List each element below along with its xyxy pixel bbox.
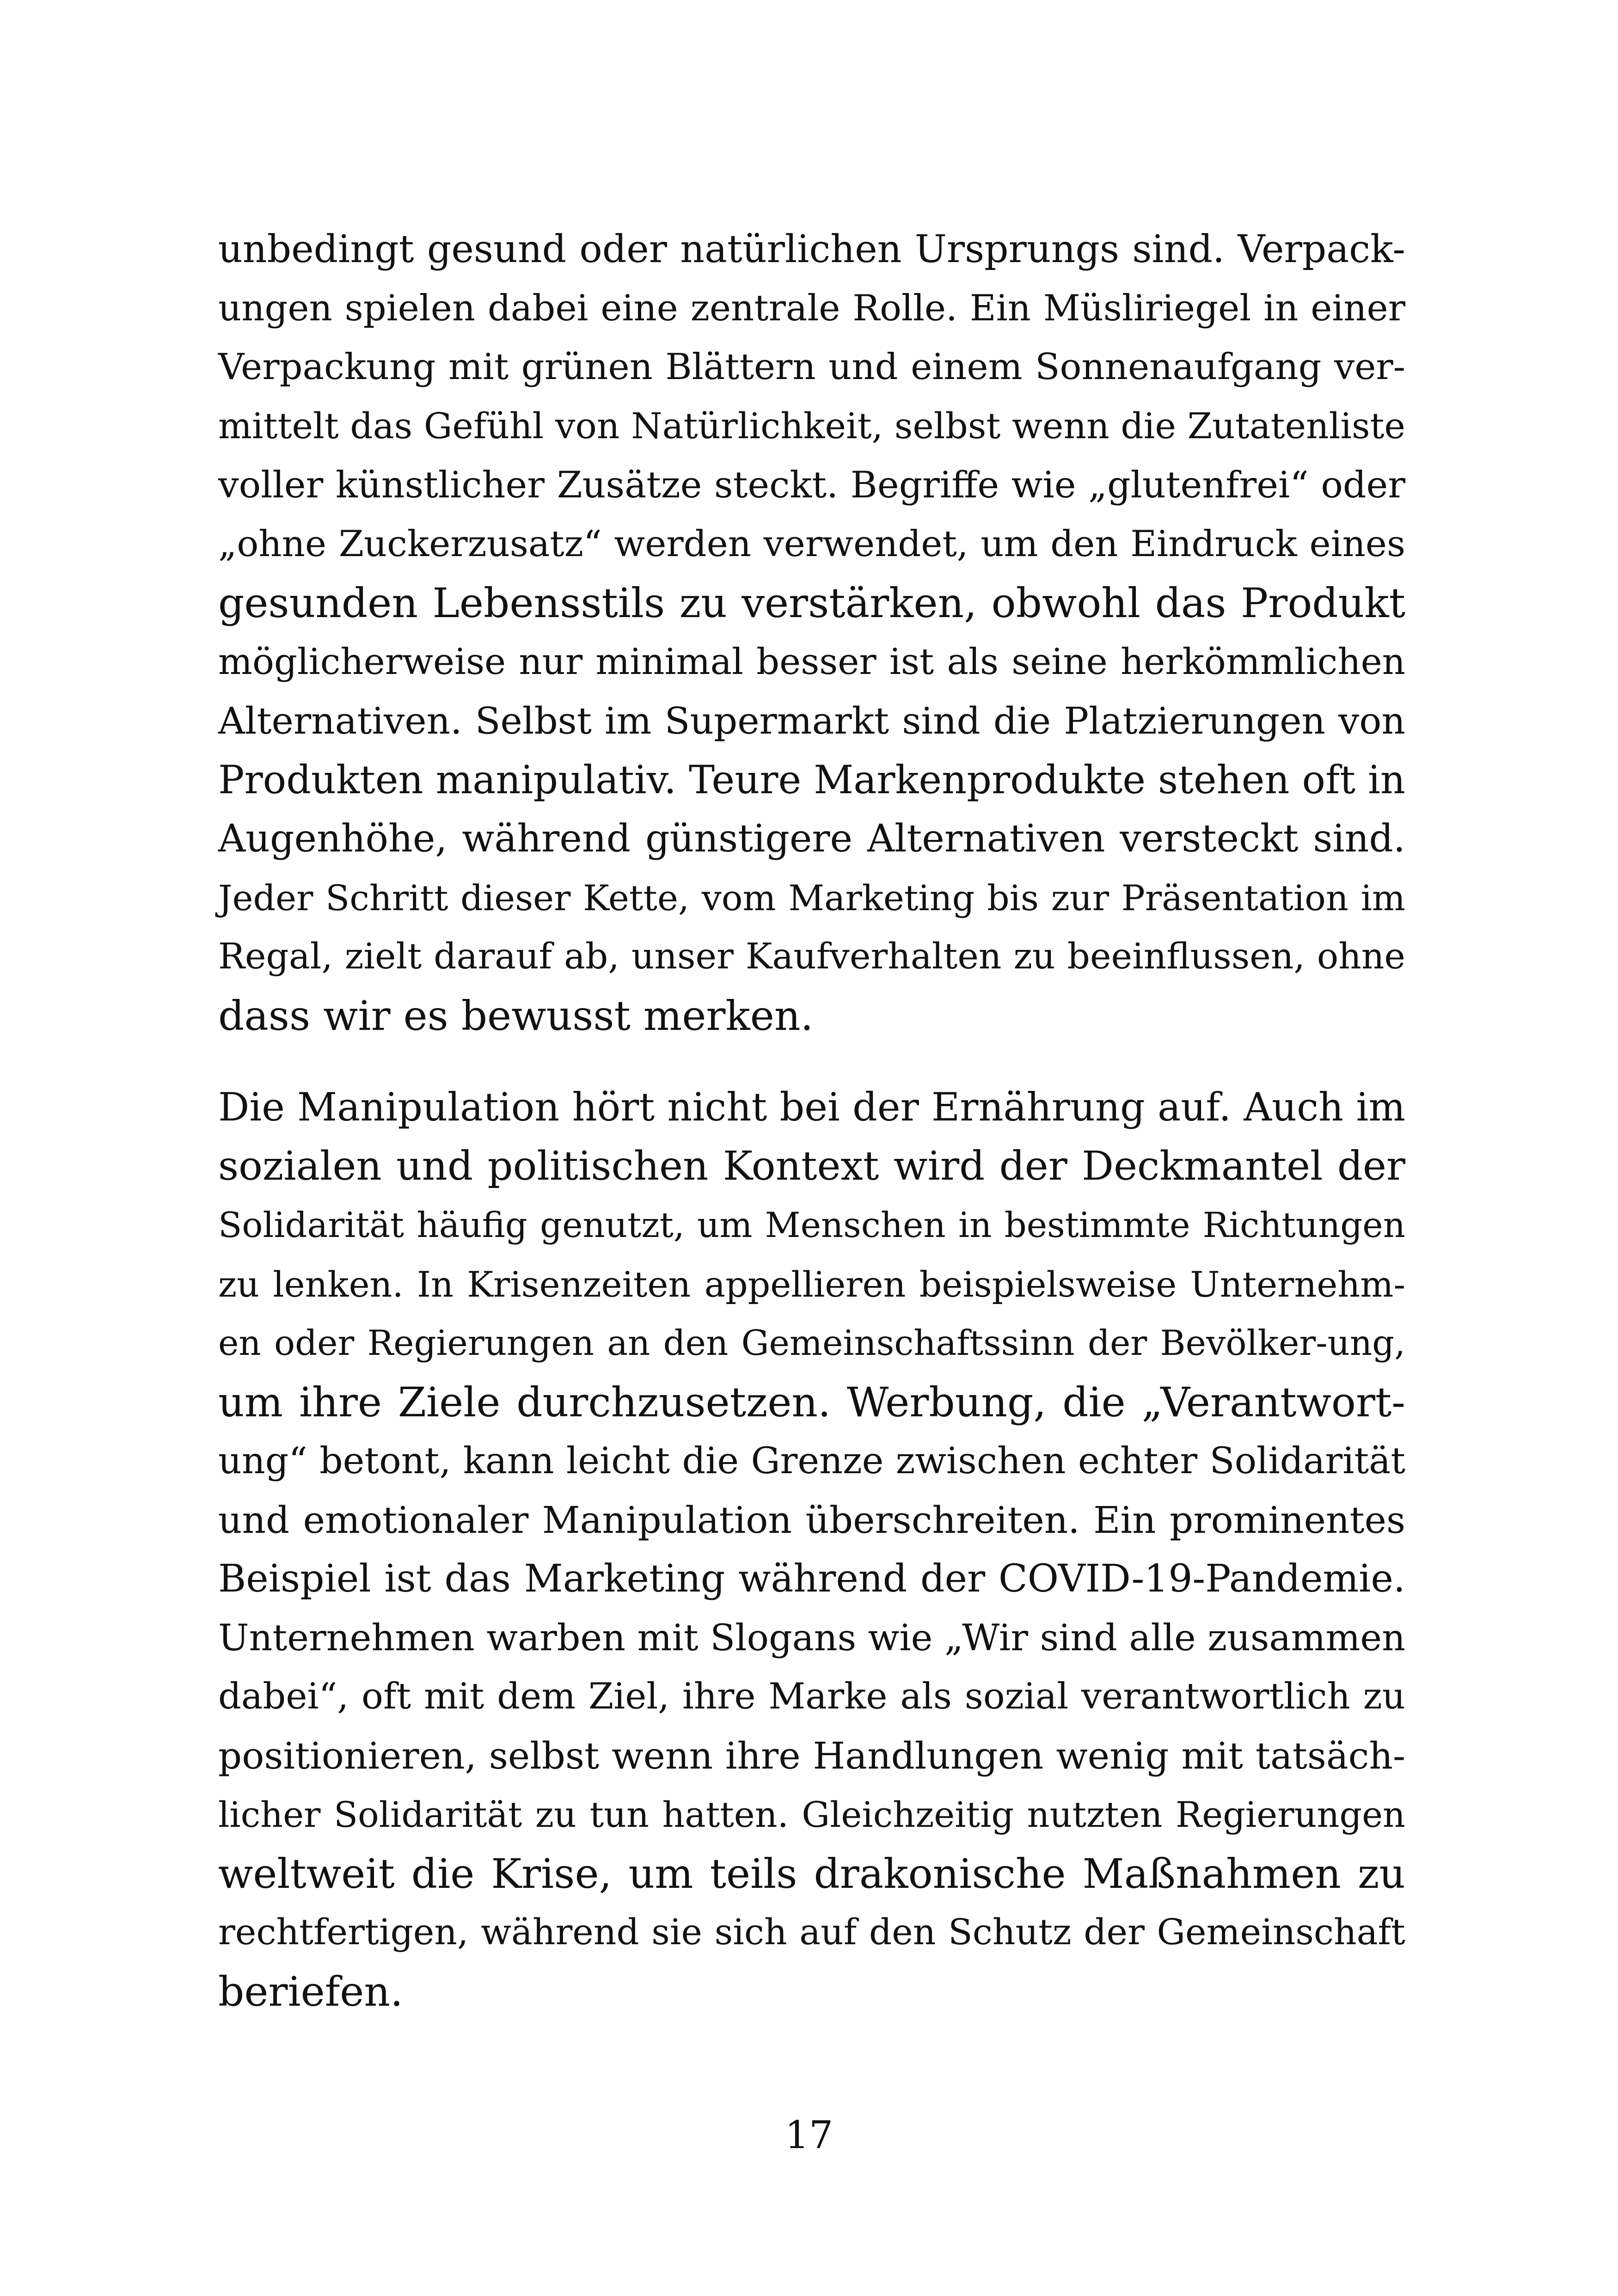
paragraph-2 <box>218 1078 1405 2021</box>
text-line: positionieren, selbst wenn ihre Handlungen wenig mit tatsäch- <box>218 1734 1405 1777</box>
text-line: beriefen. <box>218 1967 403 2015</box>
text-line: Beispiel ist das Marketing während der COVID-19-Pandemie. <box>218 1557 1405 1601</box>
text-line: weltweit die Krise, um teils drakonische Maßnahmen zu <box>218 1849 1405 1898</box>
text-line: Augenhöhe, während günstigere Alternativen versteckt sind. <box>218 817 1405 861</box>
text-line: mittelt das Gefühl von Natürlichkeit, selbst wenn die Zutatenliste <box>218 405 1405 447</box>
text-line: ungen spielen dabei eine zentrale Rolle. Ein Müsliriegel in einer <box>218 287 1405 329</box>
text-line: Unternehmen warben mit Slogans wie „Wir sind alle zusammen <box>218 1616 1405 1659</box>
text-line: unbedingt gesund oder natürlichen Ursprungs sind. Verpack- <box>218 227 1405 271</box>
text-line: Jeder Schritt dieser Kette, vom Marketing bis zur Präsentation im <box>218 877 1405 918</box>
text-line: möglicherweise nur minimal besser ist als seine herkömmlichen <box>218 641 1405 683</box>
text-line: und emotionaler Manipulation überschreiten. Ein prominentes <box>218 1498 1405 1542</box>
text-line: licher Solidarität zu tun hatten. Gleichzeitig nutzten Regierungen <box>218 1794 1405 1835</box>
text-line: sozialen und politischen Kontext wird der Deckmantel der <box>218 1143 1405 1189</box>
text-line: Alternativen. Selbst im Supermarkt sind die Platzierungen von <box>218 699 1405 742</box>
text-line: gesunden Lebensstils zu verstärken, obwohl das Produkt <box>218 579 1405 627</box>
text-line: dabei“, oft mit dem Ziel, ihre Marke als sozial verantwortlich zu <box>218 1676 1405 1717</box>
text-line: um ihre Ziele durchzusetzen. Werbung, die „Verantwort- <box>218 1378 1405 1426</box>
text-line: Verpackung mit grünen Blättern und einem Sonnenaufgang ver- <box>218 346 1405 388</box>
text-line: Solidarität häufig genutzt, um Menschen in bestimmte Richtungen <box>218 1205 1405 1245</box>
text-line: rechtfertigen, während sie sich auf den Schutz der Gemeinschaft <box>218 1912 1405 1953</box>
text-line: Regal, zielt darauf ab, unser Kaufverhalten zu beeinflussen, ohne <box>218 936 1405 977</box>
text-line: Produkten manipulativ. Teure Markenprodukte stehen oft in <box>218 757 1405 802</box>
page-number: 17 <box>784 2113 834 2157</box>
text-line: en oder Regierungen an den Gemeinschaftssinn der Bevölker-ung, <box>218 1322 1405 1363</box>
text-line: Die Manipulation hört nicht bei der Ernährung auf. Auch im <box>218 1084 1405 1130</box>
text-line: zu lenken. In Krisenzeiten appellieren beispielsweise Unternehm- <box>218 1263 1405 1305</box>
text-line: ung“ betont, kann leicht die Grenze zwischen echter Solidarität <box>218 1439 1405 1482</box>
text-line: „ohne Zuckerzusatz“ werden verwendet, um den Eindruck eines <box>218 523 1405 565</box>
text-line: dass wir es bewusst merken. <box>218 992 814 1040</box>
paragraph-1 <box>218 220 1405 1045</box>
text-line: voller künstlicher Zusätze steckt. Begriffe wie „glutenfrei“ oder <box>218 464 1405 506</box>
